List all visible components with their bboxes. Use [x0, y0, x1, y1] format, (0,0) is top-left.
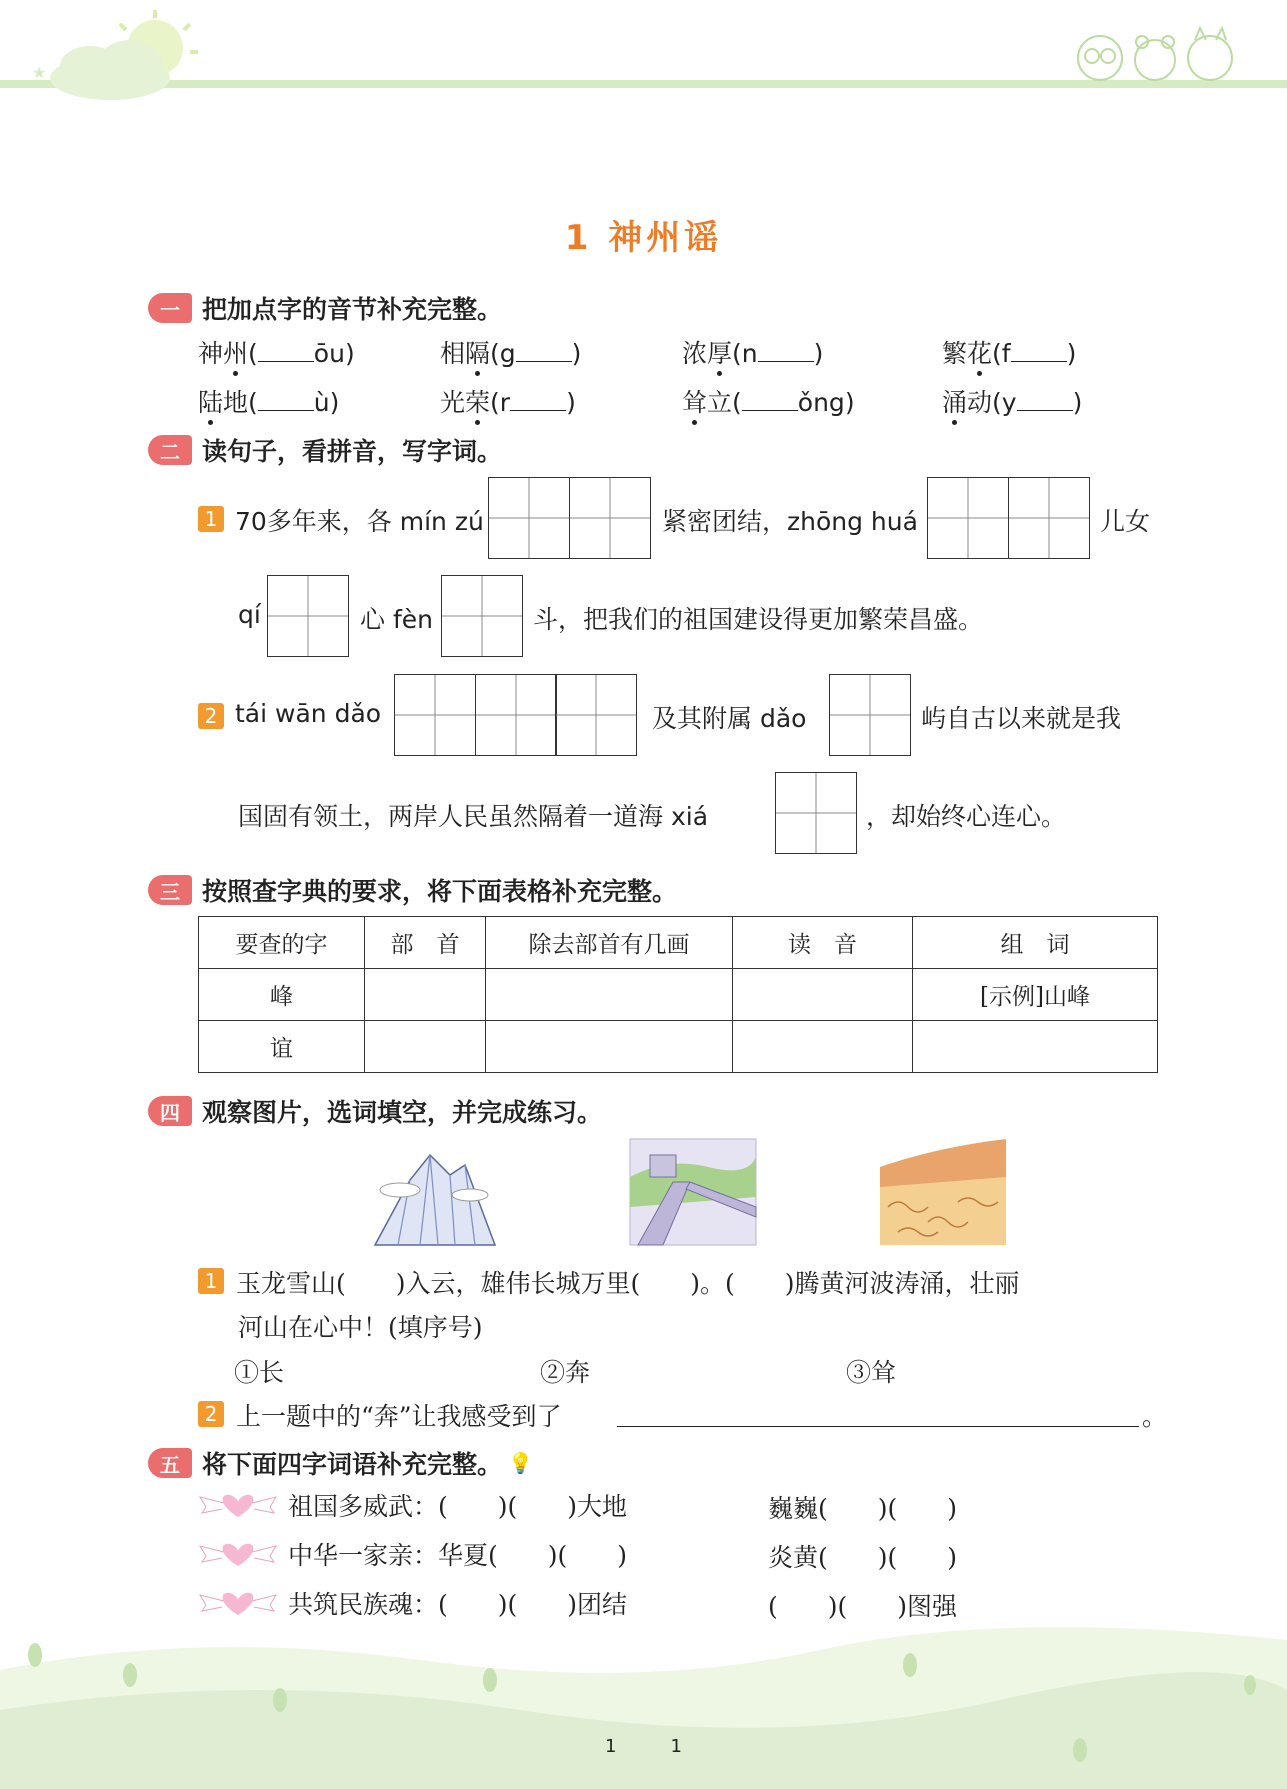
answer-blank[interactable]	[510, 385, 566, 411]
idiom-text: 祖国多威武：( )( )大地	[288, 1492, 628, 1521]
pinyin-item: 繁花(f )	[942, 334, 1076, 370]
table-row	[199, 969, 1158, 1021]
svg-text:★: ★	[32, 63, 47, 82]
great-wall-picture	[628, 1137, 758, 1247]
idiom-text: 共筑民族魂：( )( )团结	[288, 1590, 628, 1619]
idiom-text: 巍巍( )( )	[768, 1494, 958, 1523]
writing-box[interactable]	[441, 575, 523, 657]
column-header: 除去部首有几画	[486, 917, 733, 969]
table-header-row	[199, 917, 1158, 969]
column-header: 读 音	[733, 917, 913, 969]
answer-blank[interactable]	[258, 385, 314, 411]
answer-blank[interactable]	[1011, 336, 1067, 362]
question-text: 斗，把我们的祖国建设得更加繁荣昌盛。	[533, 605, 984, 634]
winged-heart-icon	[198, 1538, 278, 1570]
question-text: 国固有领土，两岸人民虽然隔着一道海 xiá	[238, 802, 709, 831]
question-number: 1	[198, 506, 224, 532]
question-text: 儿女	[1100, 507, 1151, 536]
writing-box[interactable]	[555, 674, 637, 756]
section-badge: 三	[148, 875, 192, 905]
writing-boxes[interactable]	[441, 575, 523, 657]
lightbulb-icon: 💡	[508, 1451, 533, 1475]
idiom-text: 炎黄( )( )	[768, 1543, 958, 1572]
writing-boxes[interactable]	[927, 477, 1090, 559]
section-4-header	[148, 1093, 602, 1129]
column-header: 部 首	[365, 917, 486, 969]
table-cell[interactable]	[733, 1021, 913, 1073]
writing-box[interactable]	[267, 575, 349, 657]
page-number: 1 1	[605, 1736, 682, 1757]
idiom-text: 中华一家亲：华夏( )( )	[288, 1541, 628, 1570]
sun-cloud-icon	[20, 6, 220, 106]
winged-heart-icon	[198, 1489, 278, 1521]
dictionary-table	[198, 916, 1158, 1073]
answer-line[interactable]	[617, 1426, 1139, 1427]
writing-box[interactable]	[488, 477, 570, 559]
idiom-text: ( )( )图强	[768, 1592, 958, 1621]
writing-boxes[interactable]	[267, 575, 349, 657]
question-text: qí	[238, 600, 261, 629]
pinyin-item: 光荣(r )	[440, 383, 576, 419]
question-text: 。	[1142, 1402, 1168, 1431]
table-cell: 谊	[199, 1021, 365, 1073]
writing-box[interactable]	[927, 477, 1009, 559]
answer-blank[interactable]	[1017, 385, 1073, 411]
table-cell[interactable]	[365, 969, 486, 1021]
writing-box[interactable]	[1008, 477, 1090, 559]
snow-mountain-picture	[370, 1140, 500, 1250]
writing-box[interactable]	[775, 772, 857, 854]
yellow-river-picture	[878, 1137, 1008, 1247]
question-number: 1	[198, 1268, 224, 1294]
idiom-row	[198, 1487, 627, 1523]
idiom-row	[198, 1536, 627, 1572]
column-header: 组 词	[913, 917, 1158, 969]
table-cell[interactable]	[913, 1021, 1158, 1073]
table-row	[199, 1021, 1158, 1073]
writing-box[interactable]	[569, 477, 651, 559]
pinyin-item: 陆地( ù)	[198, 383, 339, 419]
pinyin-item: 耸立( ǒng)	[682, 383, 855, 419]
question-text: tái wān dǎo	[235, 699, 382, 728]
option: ③耸	[846, 1358, 897, 1387]
table-cell[interactable]	[486, 969, 733, 1021]
question-number: 2	[198, 1401, 224, 1427]
section-heading: 观察图片，选词填空，并完成练习。	[202, 1098, 603, 1127]
section-badge: 一	[148, 293, 192, 323]
answer-blank[interactable]	[742, 385, 798, 411]
writing-box[interactable]	[475, 674, 557, 756]
question-text: 紧密团结，zhōng huá	[662, 507, 918, 536]
table-cell[interactable]	[733, 969, 913, 1021]
section-1-header	[148, 290, 502, 326]
writing-boxes[interactable]	[488, 477, 651, 559]
section-badge: 四	[148, 1096, 192, 1126]
pinyin-item: 相隔(g )	[440, 334, 581, 370]
writing-boxes[interactable]	[775, 772, 857, 854]
question-text: ，却始终心连心。	[866, 802, 1067, 831]
option: ①长	[234, 1358, 285, 1387]
writing-box[interactable]	[394, 674, 476, 756]
answer-blank[interactable]	[758, 336, 814, 362]
question-text: 河山在心中！(填序号)	[238, 1313, 483, 1342]
section-heading: 按照查字典的要求，将下面表格补充完整。	[202, 877, 678, 906]
writing-boxes[interactable]	[829, 674, 911, 756]
section-2-header	[148, 432, 502, 468]
hill-background	[0, 1600, 1287, 1789]
column-header: 要查的字	[199, 917, 365, 969]
answer-blank[interactable]	[516, 336, 572, 362]
table-cell[interactable]	[365, 1021, 486, 1073]
answer-blank[interactable]	[258, 336, 314, 362]
page-title: 1 神州谣	[564, 218, 723, 258]
pinyin-item: 涌动(y )	[942, 383, 1082, 419]
section-heading: 把加点字的音节补充完整。	[202, 295, 503, 324]
writing-boxes[interactable]	[394, 674, 637, 756]
animals-icon	[1060, 20, 1260, 90]
section-5-header	[148, 1445, 533, 1481]
table-cell[interactable]	[486, 1021, 733, 1073]
question-text: 心 fèn	[360, 605, 433, 634]
pinyin-item: 神州( ōu)	[198, 334, 355, 370]
table-cell: [示例]山峰	[913, 969, 1158, 1021]
table-cell: 峰	[199, 969, 365, 1021]
question-text: 屿自古以来就是我	[921, 704, 1122, 733]
question-text: 上一题中的“奔”让我感受到了	[236, 1402, 562, 1431]
writing-box[interactable]	[829, 674, 911, 756]
question-text: 玉龙雪山( )入云，雄伟长城万里( )。( )腾黄河波涛涌，壮丽	[236, 1269, 1020, 1298]
section-heading: 将下面四字词语补充完整。	[202, 1450, 503, 1479]
section-badge: 二	[148, 435, 192, 465]
question-number: 2	[198, 703, 224, 729]
section-3-header	[148, 872, 677, 908]
question-text: 70多年来，各 mín zú	[235, 507, 484, 536]
option: ②奔	[540, 1358, 591, 1387]
section-heading: 读句子，看拼音，写字词。	[202, 437, 503, 466]
section-badge: 五	[148, 1448, 192, 1478]
question-text: 及其附属 dǎo	[652, 704, 807, 733]
pinyin-item: 浓厚(n )	[682, 334, 823, 370]
